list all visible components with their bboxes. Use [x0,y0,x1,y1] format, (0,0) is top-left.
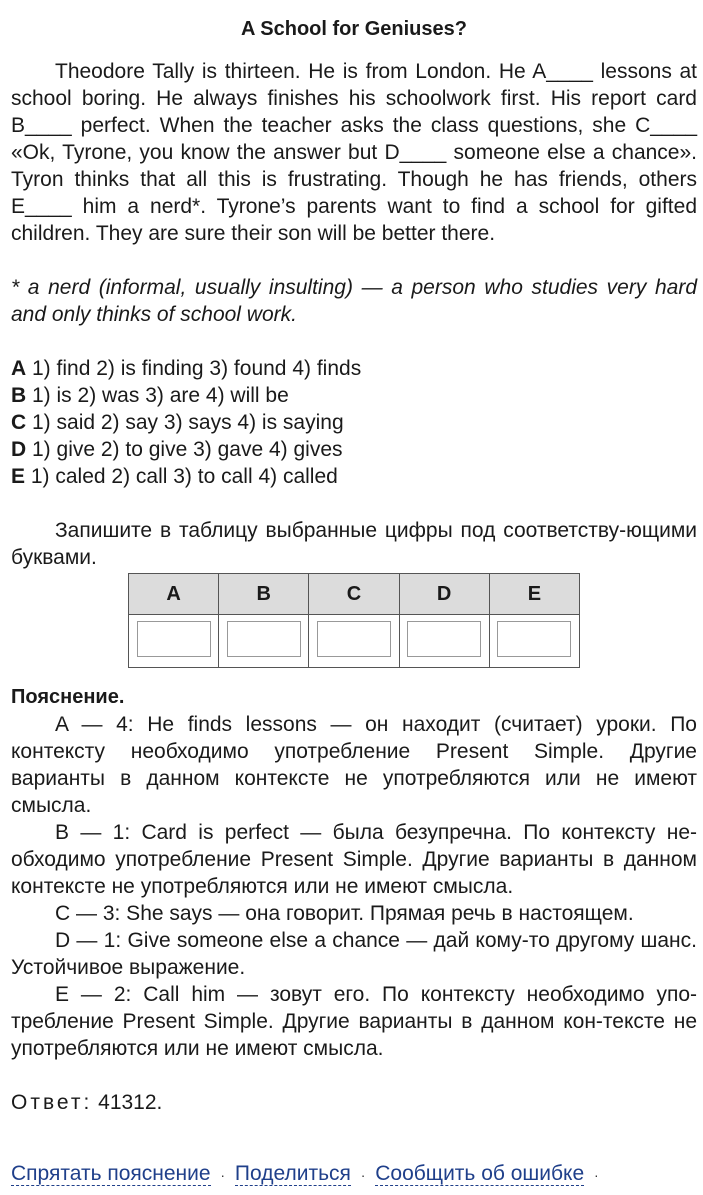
header-d: D [399,574,489,615]
explanation-b: B — 1: Card is perfect — была безупречна. По контексту не-обходимо употребление Present Simple. Другие варианты в данном контексте не употребляются или не имеют смысла. [11,821,697,898]
option-text: 1) give 2) to give 3) gave 4) gives [26,438,343,461]
explanation-title: Пояснение. [11,686,125,708]
option-text: 1) find 2) is finding 3) found 4) finds [26,357,362,380]
explanation-a: A — 4: He finds lessons — он находит (считает) уроки. По контексту необходимо употребление Present Simple. Другие варианты в данном контексте не употребляются или не имеют смысла. [11,713,697,817]
share-link[interactable]: Поделиться [234,1162,351,1185]
answer-options [11,355,697,490]
answer-cell-b [219,615,309,668]
answer-value: 41312. [92,1091,163,1114]
explanation-e: E — 2: Call him — зовут его. По контексту необходимо упо-требление Present Simple. Другие варианты в данном кон-тексте не употребляются или не имеют смысла. [11,983,697,1060]
answer-input-a[interactable] [137,621,211,657]
option-letter: D [11,438,27,461]
option-letter: E [11,465,26,488]
answer-table [128,573,580,668]
option-letter: B [11,384,27,407]
explanation-c: C — 3: She says — она говорит. Прямая речь в настоящем. [55,902,634,925]
option-text: 1) said 2) say 3) says 4) is saying [26,411,344,434]
answer-cell-d [399,615,489,668]
hide-explanation-link[interactable]: Спрятать пояснение [11,1162,211,1185]
instruction: Запишите в таблицу выбранные цифры под соответству-ющими буквами. [11,519,697,569]
header-c: C [309,574,399,615]
option-c [11,409,697,436]
header-a: A [129,574,219,615]
footer-links [11,1160,603,1189]
link-separator: · [593,1167,599,1183]
option-letter: C [11,411,27,434]
answer-input-c[interactable] [317,621,391,657]
option-e [11,463,697,490]
answer-table-header [129,574,580,615]
answer-cell-e [489,615,579,668]
task-title: A School for Geniuses? [241,18,467,40]
option-letter: A [11,357,27,380]
option-a [11,355,697,382]
header-b: B [219,574,309,615]
answer-cell-c [309,615,399,668]
answer-line [11,1089,697,1116]
option-b [11,382,697,409]
explanation-d: D — 1: Give someone else a chance — дай кому-то другому шанс. Устойчивое выражение. [11,929,697,979]
answer-label: Ответ: [11,1091,93,1114]
option-text: 1) caled 2) call 3) to call 4) called [25,465,338,488]
answer-input-d[interactable] [407,621,481,657]
header-e: E [489,574,579,615]
task-page [11,14,697,1116]
report-error-link[interactable]: Сообщить об ошибке [375,1162,585,1185]
footnote: * a nerd (informal, usually insulting) — a person who studies very hard and only thinks of school work. [11,276,697,326]
link-separator: · [220,1167,226,1183]
option-text: 1) is 2) was 3) are 4) will be [26,384,289,407]
answer-input-b[interactable] [227,621,301,657]
link-separator: · [360,1167,366,1183]
answer-cell-a [129,615,219,668]
answer-input-e[interactable] [497,621,571,657]
task-text: Theodore Tally is thirteen. He is from London. He A____ lessons at school boring. He always finishes his schoolwork first. His report card B____ perfect. When the teacher asks the class questions, she C____ «Ok, Tyrone, you know the answer but D____ someone else a chance». Tyron thinks that all this is frustrating. Though he has friends, others E____ him a nerd*. Tyrone’s parents want to find a school for gifted children. They are sure their son will be better there. [11,60,697,245]
option-d [11,436,697,463]
answer-table-inputs [129,615,580,668]
